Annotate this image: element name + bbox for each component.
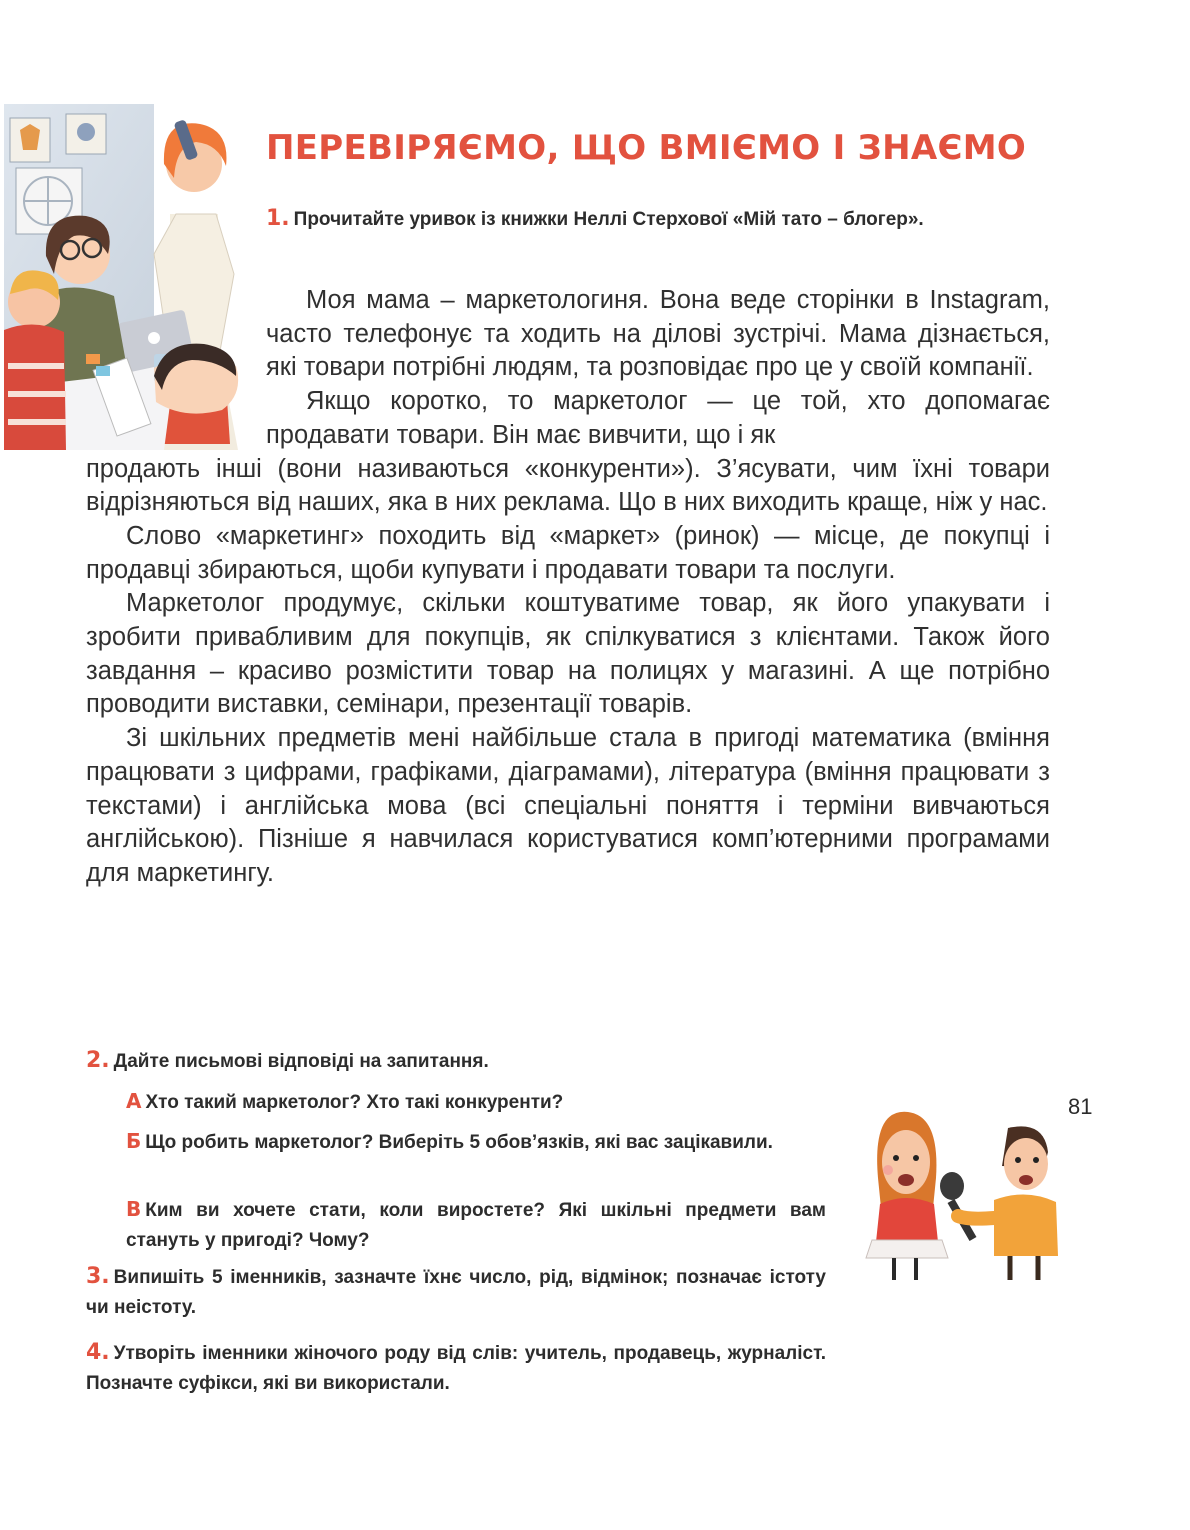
page-title: ПЕРЕВІРЯЄМО, ЩО ВМІЄМО І ЗНАЄМО (266, 128, 1027, 168)
story-paragraph-1: Моя мама – маркетологиня. Вона веде сторінки в Instagram, часто телефонує та ходить на ділові зустрічі. Мама дізнається, які товари потрібні людям, та розповідає про це у своїй компанії. (266, 286, 1050, 382)
story-paragraph-2b: продають інші (вони називаються «конкуренти»). З’ясувати, чим їхні товари відрізняються від наших, яка в них реклама. Що в них виходить краще, ніж у нас. (86, 454, 1050, 517)
question-v-text: Ким ви хочете стати, коли виростете? Які шкільні предмети вам стануть у пригоді? Чому? (126, 1200, 826, 1251)
task-2-question-v (126, 1194, 826, 1256)
task-1 (266, 204, 1050, 235)
question-b-text: Що робить маркетолог? Виберіть 5 обов’язків, які вас зацікавили. (145, 1132, 773, 1153)
task-1-number: 1. (266, 206, 290, 231)
page-number: 81 (1068, 1094, 1093, 1119)
story-paragraph-2a: Якщо коротко, то маркетолог — це той, хто допомагає продавати товари. Він має вивчити, що і як (266, 387, 1050, 449)
task-4-number: 4. (86, 1340, 110, 1365)
task-4-text: Утворіть іменники жіночого роду від слів: учитель, продавець, журналіст. Позначте суфікси, які ви використали. (86, 1343, 826, 1394)
story-paragraph-4: Маркетолог продумує, скільки коштуватиме товар, як його упакувати і зробити привабливим для покупців, як спілкуватися з клієнтами. Також його завдання – красиво розмістити товар на полицях у магазині. А ще потрібно проводити виставки, семінари, презентації товарів. (86, 589, 1050, 719)
task-2-question-a (126, 1086, 826, 1118)
task-3-number: 3. (86, 1264, 110, 1289)
story-excerpt (86, 284, 1050, 891)
task-3-text: Випишіть 5 іменників, зазначте їхнє число, рід, відмінок; позначає істоту чи неістоту. (86, 1267, 826, 1318)
question-a-letter: А (126, 1089, 142, 1113)
task-4 (86, 1338, 826, 1399)
question-b-letter: Б (126, 1129, 142, 1153)
question-a-text: Хто такий маркетолог? Хто такі конкуренти? (145, 1092, 564, 1113)
task-2 (86, 1046, 826, 1077)
reporter-illustration (858, 1108, 1066, 1284)
task-2-question-b (126, 1126, 826, 1158)
question-v-letter: В (126, 1197, 142, 1221)
task-2-text: Дайте письмові відповіді на запитання. (113, 1051, 489, 1072)
story-paragraph-5: Зі шкільних предметів мені найбільше стала в пригоді математика (вміння працювати з цифрами, графіками, діаграмами), література (вміння працювати з текстами) і англійська мова (всі спеціальні поняття і терміни вивчаються англійською). Пізніше я навчилася користуватися комп’ютерними програмами для маркетингу. (86, 724, 1050, 887)
story-paragraph-3: Слово «маркетинг» походить від «маркет» (ринок) — місце, де покупці і продавці збираються, щоби купувати і продавати товари та послуги. (86, 521, 1050, 584)
task-2-number: 2. (86, 1048, 110, 1073)
task-3 (86, 1262, 826, 1323)
task-1-text: Прочитайте уривок із книжки Неллі Стерхової «Мій тато – блогер». (293, 209, 924, 230)
